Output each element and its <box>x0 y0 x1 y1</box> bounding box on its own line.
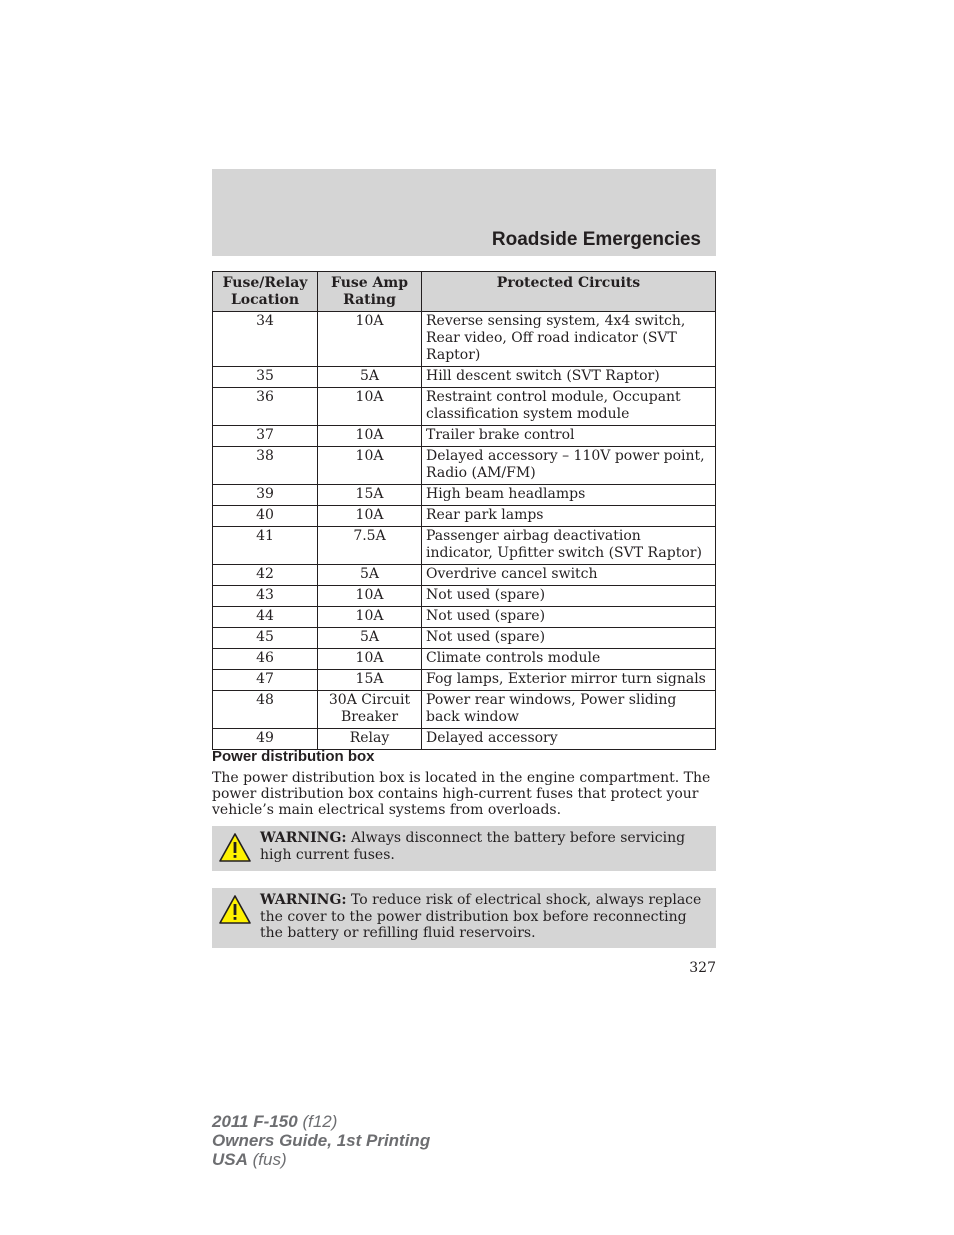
cell-location: 44 <box>213 607 318 628</box>
cell-protected-circuits: Delayed accessory <box>422 729 716 750</box>
footer-line-2: Owners Guide, 1st Printing <box>212 1131 431 1150</box>
table-row <box>213 367 716 388</box>
footer <box>212 1112 430 1169</box>
table-row <box>213 388 716 426</box>
warning-text: Always disconnect the battery before servicing high current fuses. <box>260 830 686 863</box>
footer-model: 2011 F-150 <box>212 1112 298 1131</box>
cell-location: 35 <box>213 367 318 388</box>
footer-line-3 <box>212 1150 430 1169</box>
table-row <box>213 586 716 607</box>
cell-protected-circuits: Not used (spare) <box>422 628 716 649</box>
cell-location: 45 <box>213 628 318 649</box>
cell-protected-circuits: Climate controls module <box>422 649 716 670</box>
table-row <box>213 527 716 565</box>
cell-protected-circuits: Fog lamps, Exterior mirror turn signals <box>422 670 716 691</box>
cell-amp-rating: 10A <box>318 607 422 628</box>
cell-amp-rating: 10A <box>318 506 422 527</box>
table-row <box>213 312 716 367</box>
cell-location: 41 <box>213 527 318 565</box>
column-header-amp-rating: Fuse Amp Rating <box>318 272 422 312</box>
cell-amp-rating: 10A <box>318 649 422 670</box>
cell-amp-rating: 10A <box>318 312 422 367</box>
cell-amp-rating: 10A <box>318 586 422 607</box>
footer-region: USA <box>212 1150 248 1169</box>
footer-model-code: (f12) <box>302 1112 338 1131</box>
table-row <box>213 628 716 649</box>
cell-protected-circuits: Delayed accessory – 110V power point, Radio (AM/FM) <box>422 447 716 485</box>
section-header-band <box>212 169 716 256</box>
cell-protected-circuits: Trailer brake control <box>422 426 716 447</box>
cell-amp-rating: 10A <box>318 388 422 426</box>
cell-location: 42 <box>213 565 318 586</box>
table-row <box>213 670 716 691</box>
fuse-table <box>212 271 716 750</box>
table-row <box>213 691 716 729</box>
cell-location: 39 <box>213 485 318 506</box>
cell-location: 37 <box>213 426 318 447</box>
cell-location: 34 <box>213 312 318 367</box>
table-header-row <box>213 272 716 312</box>
cell-location: 38 <box>213 447 318 485</box>
cell-amp-rating: 7.5A <box>318 527 422 565</box>
page-number: 327 <box>689 960 716 976</box>
cell-location: 40 <box>213 506 318 527</box>
table-row <box>213 485 716 506</box>
cell-amp-rating: Relay <box>318 729 422 750</box>
footer-region-code: (fus) <box>252 1150 287 1169</box>
warning-label: WARNING: <box>260 830 347 846</box>
cell-protected-circuits: High beam headlamps <box>422 485 716 506</box>
fuse-table-body <box>213 312 716 750</box>
cell-protected-circuits: Reverse sensing system, 4x4 switch, Rear video, Off road indicator (SVT Raptor) <box>422 312 716 367</box>
cell-amp-rating: 15A <box>318 670 422 691</box>
warning-triangle-icon <box>218 831 252 865</box>
cell-protected-circuits: Passenger airbag deactivation indicator, Upfitter switch (SVT Raptor) <box>422 527 716 565</box>
cell-protected-circuits: Restraint control module, Occupant classification system module <box>422 388 716 426</box>
warning-text: To reduce risk of electrical shock, always replace the cover to the power distribution box before reconnecting the battery or refilling fluid reservoirs. <box>260 892 702 941</box>
cell-location: 48 <box>213 691 318 729</box>
cell-amp-rating: 5A <box>318 565 422 586</box>
cell-protected-circuits: Rear park lamps <box>422 506 716 527</box>
warning-box-1 <box>212 826 716 871</box>
cell-protected-circuits: Power rear windows, Power sliding back window <box>422 691 716 729</box>
table-row <box>213 607 716 628</box>
cell-amp-rating: 15A <box>318 485 422 506</box>
cell-amp-rating: 30A Circuit Breaker <box>318 691 422 729</box>
table-row <box>213 565 716 586</box>
cell-protected-circuits: Overdrive cancel switch <box>422 565 716 586</box>
cell-amp-rating: 5A <box>318 367 422 388</box>
footer-line-1 <box>212 1112 430 1131</box>
table-row <box>213 729 716 750</box>
table-row <box>213 447 716 485</box>
cell-protected-circuits: Not used (spare) <box>422 607 716 628</box>
cell-location: 46 <box>213 649 318 670</box>
cell-amp-rating: 10A <box>318 447 422 485</box>
section-title: Roadside Emergencies <box>491 229 701 250</box>
table-row <box>213 506 716 527</box>
warning-triangle-icon <box>218 893 252 927</box>
section-heading: Power distribution box <box>212 748 375 765</box>
table-row <box>213 649 716 670</box>
cell-amp-rating: 5A <box>318 628 422 649</box>
column-header-protected-circuits: Protected Circuits <box>422 272 716 312</box>
cell-protected-circuits: Not used (spare) <box>422 586 716 607</box>
cell-location: 47 <box>213 670 318 691</box>
cell-protected-circuits: Hill descent switch (SVT Raptor) <box>422 367 716 388</box>
warning-box-2 <box>212 888 716 948</box>
table-row <box>213 426 716 447</box>
cell-amp-rating: 10A <box>318 426 422 447</box>
warning-label: WARNING: <box>260 892 347 908</box>
cell-location: 49 <box>213 729 318 750</box>
body-paragraph: The power distribution box is located in the engine compartment. The power distribution box contains high-current fuses that protect your vehicle’s main electrical systems from overloads. <box>212 770 711 818</box>
cell-location: 36 <box>213 388 318 426</box>
column-header-location: Fuse/Relay Location <box>213 272 318 312</box>
cell-location: 43 <box>213 586 318 607</box>
